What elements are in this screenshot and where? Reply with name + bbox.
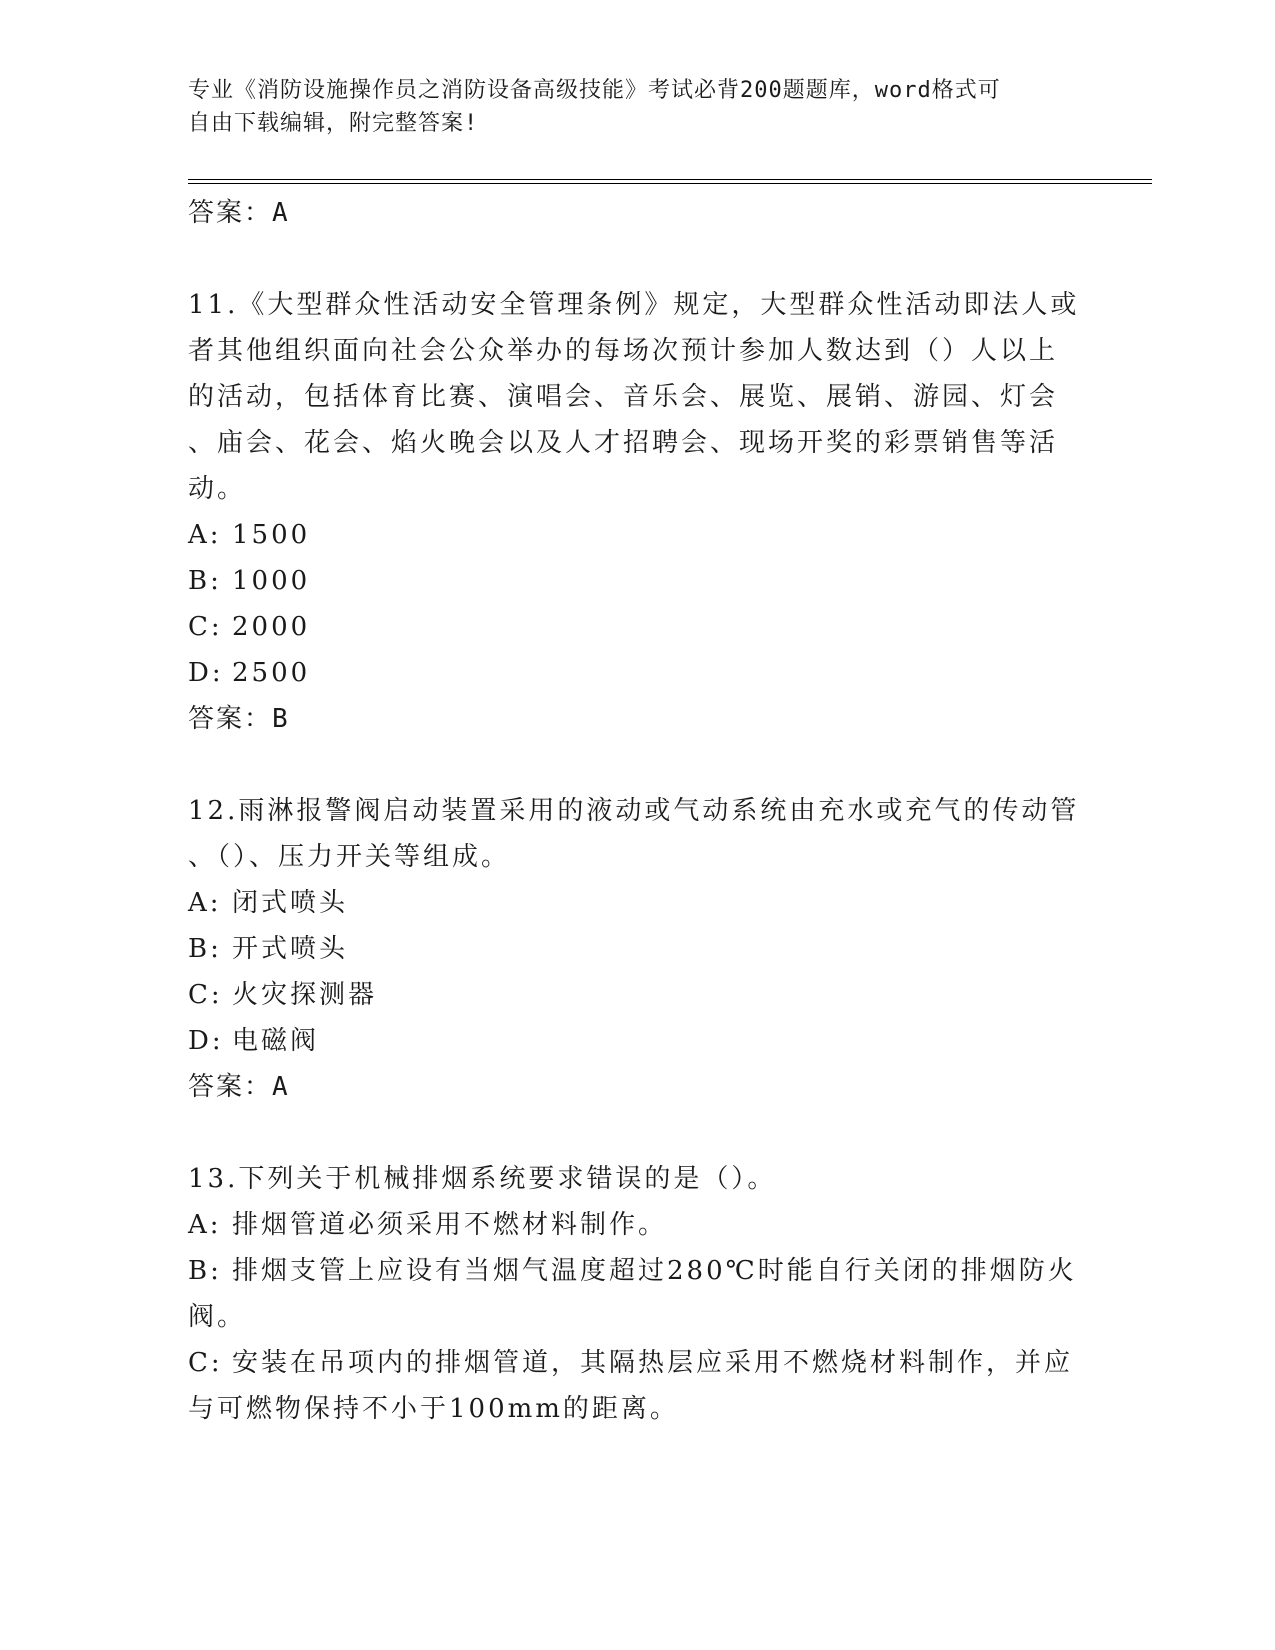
option-text: 安装在吊项内的排烟管道，其隔热层应采用不燃烧材料制作，并应 — [232, 1348, 1074, 1378]
header-line-2: 自由下载编辑，附完整答案! — [188, 111, 479, 136]
option-letter: A: — [188, 520, 222, 550]
option-text: 2000 — [232, 612, 311, 642]
option-d — [188, 1018, 1088, 1064]
option-letter: B: — [188, 566, 222, 596]
answer: 答案：B — [188, 704, 290, 734]
option-c — [188, 1340, 1088, 1386]
question-text-line: 动。 — [188, 474, 247, 504]
option-text: 1500 — [232, 520, 311, 550]
spacer — [188, 236, 1088, 282]
option-letter: A: — [188, 888, 222, 918]
question-13 — [188, 1156, 1088, 1432]
option-letter: D: — [188, 658, 224, 688]
option-text: 排烟支管上应设有当烟气温度超过280℃时能自行关闭的排烟防火 — [232, 1256, 1077, 1286]
question-text-line: 12.雨淋报警阀启动装置采用的液动或气动系统由充水或充气的传动管 — [188, 796, 1080, 826]
option-a — [188, 512, 1088, 558]
question-text-line: 的活动，包括体育比赛、演唱会、音乐会、展览、展销、游园、灯会 — [188, 382, 1059, 412]
option-letter: D: — [188, 1026, 224, 1056]
question-text-line: 11.《大型群众性活动安全管理条例》规定，大型群众性活动即法人或 — [188, 290, 1080, 320]
document-header — [188, 74, 1068, 140]
header-line-1: 专业《消防设施操作员之消防设备高级技能》考试必背200题题库，word格式可 — [188, 78, 1001, 103]
option-c — [188, 972, 1088, 1018]
option-text-continuation: 阀。 — [188, 1302, 247, 1332]
option-letter: C: — [188, 980, 223, 1010]
option-d — [188, 650, 1088, 696]
option-b — [188, 926, 1088, 972]
option-letter: A: — [188, 1210, 222, 1240]
question-text-line: 、（）、压力开关等组成。 — [188, 842, 511, 872]
option-text-continuation: 与可燃物保持不小于100mm的距离。 — [188, 1394, 679, 1424]
answer: 答案：A — [188, 1072, 290, 1102]
question-text-line: 13.下列关于机械排烟系统要求错误的是（）。 — [188, 1164, 777, 1194]
option-text: 火灾探测器 — [232, 980, 378, 1010]
question-11 — [188, 282, 1088, 742]
spacer — [188, 742, 1088, 788]
option-text: 1000 — [232, 566, 311, 596]
question-12 — [188, 788, 1088, 1110]
option-text: 2500 — [232, 658, 311, 688]
option-a — [188, 880, 1088, 926]
spacer — [188, 1110, 1088, 1156]
header-rule-top — [188, 179, 1152, 180]
option-b — [188, 1248, 1088, 1294]
document-body — [188, 190, 1088, 1432]
option-text: 排烟管道必须采用不燃材料制作。 — [232, 1210, 668, 1240]
header-rule-bottom — [188, 183, 1152, 184]
option-text: 开式喷头 — [232, 934, 349, 964]
option-b — [188, 558, 1088, 604]
option-letter: C: — [188, 1348, 223, 1378]
question-text-line: 、庙会、花会、焰火晚会以及人才招聘会、现场开奖的彩票销售等活 — [188, 428, 1059, 458]
option-c — [188, 604, 1088, 650]
option-text: 电磁阀 — [232, 1026, 320, 1056]
option-letter: C: — [188, 612, 223, 642]
option-text: 闭式喷头 — [232, 888, 349, 918]
previous-answer: 答案：A — [188, 198, 290, 228]
option-letter: B: — [188, 1256, 222, 1286]
question-text-line: 者其他组织面向社会公众举办的每场次预计参加人数达到（）人以上 — [188, 336, 1059, 366]
option-letter: B: — [188, 934, 222, 964]
option-a — [188, 1202, 1088, 1248]
